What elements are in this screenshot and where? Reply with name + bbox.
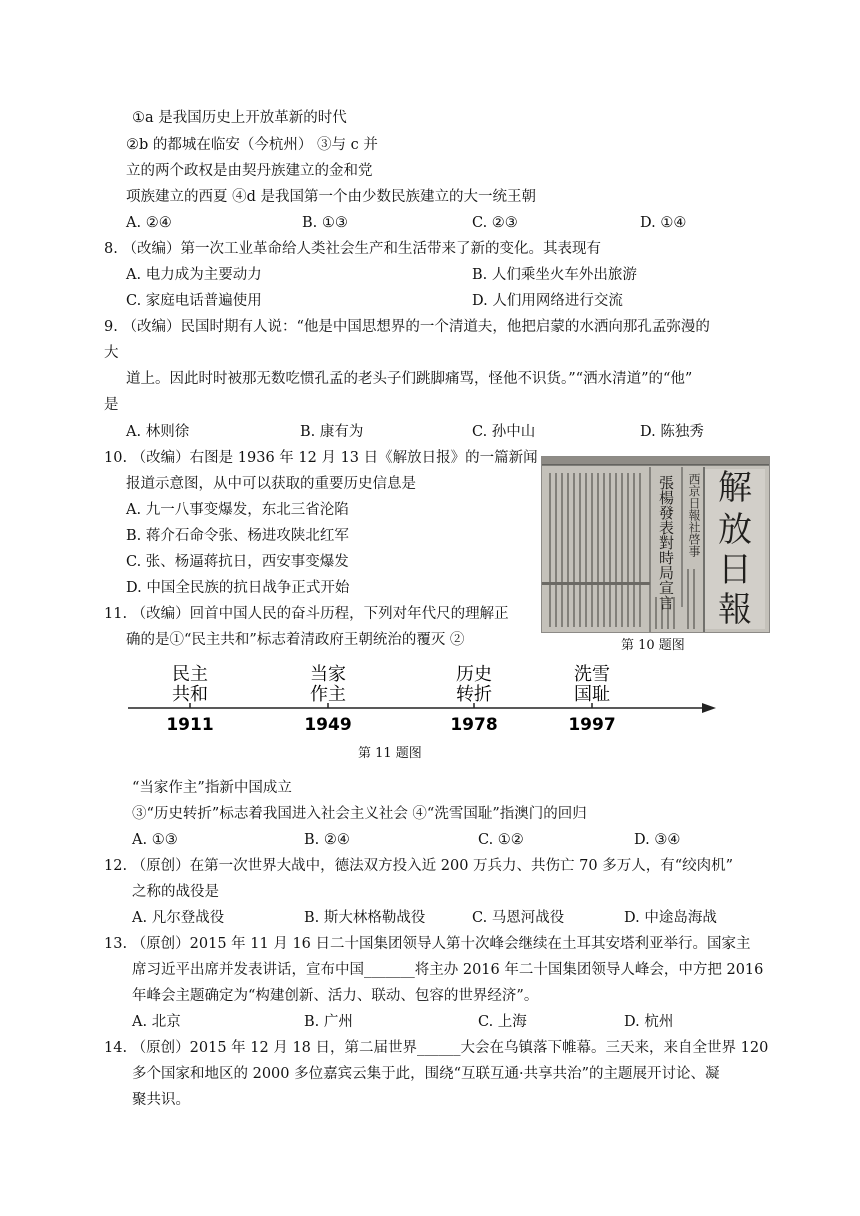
q10-stem-1: 10. （改编）右图是 1936 年 12 月 13 日《解放日报》的一篇新闻 <box>104 450 538 466</box>
q9-stem-3: 道上。因此时时被那无数吃惯孔孟的老头子们跳脚痛骂，怪他不识货。”“洒水清道”的“他” <box>126 371 693 387</box>
q8-option-b: B. 人们乘坐火车外出旅游 <box>472 267 637 283</box>
q11-timeline <box>122 662 722 744</box>
q7-statement-2: ②b 的都城在临安（今杭州） ③与 c 并 <box>126 137 378 153</box>
timeline-label-bottom: 转折 <box>456 684 492 705</box>
q9-option-b: B. 康有为 <box>300 424 364 440</box>
masthead-char-1: 解 <box>718 468 752 508</box>
q11-statement-2-cont: “当家作主”指新中国成立 <box>132 780 292 796</box>
q13-stem-2: 席习近平出席并发表讲话，宣布中国_______将主办 2016 年二十国集团领导人峰会，中方把 2016 <box>132 962 764 978</box>
masthead-char-4: 報 <box>718 590 752 630</box>
q7-option-d: D. ①④ <box>640 215 687 231</box>
q13-option-a: A. 北京 <box>132 1014 181 1030</box>
masthead-char-2: 放 <box>718 510 752 550</box>
timeline-label-bottom: 作主 <box>310 684 346 705</box>
q12-stem-1: 12. （原创）在第一次世界大战中，德法双方投入近 200 万兵力、共伤亡 70 多万人，有“绞肉机” <box>104 858 734 874</box>
q13-option-b: B. 广州 <box>304 1014 353 1030</box>
q10-option-d: D. 中国全民族的抗日战争正式开始 <box>126 580 350 596</box>
timeline-label-top: 历史 <box>456 664 492 685</box>
q13-stem-3: 年峰会主题确定为“构建创新、活力、联动、包容的世界经济”。 <box>132 988 539 1004</box>
q8-options-row1 <box>126 265 766 285</box>
q7-options <box>126 213 766 233</box>
q7-statement-4: 项族建立的西夏 ④d 是我国第一个由少数民族建立的大一统王朝 <box>126 189 536 205</box>
q9-options <box>126 422 766 442</box>
q9-option-a: A. 林则徐 <box>126 424 190 440</box>
timeline-label-top: 民主 <box>172 664 208 685</box>
timeline-year: 1911 <box>166 715 214 735</box>
q10-option-c: C. 张、杨逼蒋抗日，西安事变爆发 <box>126 554 349 570</box>
newspaper-texture <box>542 457 769 632</box>
q12-stem-2: 之称的战役是 <box>132 884 219 900</box>
q14-stem-3: 聚共识。 <box>132 1092 190 1108</box>
newspaper-photo <box>541 456 770 633</box>
q10-stem-2: 报道示意图，从中可以获取的重要历史信息是 <box>126 476 416 492</box>
q10-figure-caption: 第 10 题图 <box>621 638 685 653</box>
q12-option-d: D. 中途岛海战 <box>624 910 717 926</box>
q13-option-d: D. 杭州 <box>624 1014 674 1030</box>
q13-option-c: C. 上海 <box>478 1014 527 1030</box>
q9-stem-4: 是 <box>104 397 119 413</box>
q8-option-a: A. 电力成为主要动力 <box>126 267 262 283</box>
q11-option-b: B. ②④ <box>304 832 350 848</box>
timeline-label-bottom: 国耻 <box>574 684 610 705</box>
q10-option-b: B. 蒋介石命令张、杨进攻陕北红军 <box>126 528 349 544</box>
q9-option-c: C. 孙中山 <box>472 424 536 440</box>
q7-option-b: B. ①③ <box>302 215 348 231</box>
q13-options <box>132 1012 772 1032</box>
q8-option-d: D. 人们用网络进行交流 <box>472 293 623 309</box>
q7-option-a: A. ②④ <box>126 215 172 231</box>
timeline-year: 1997 <box>568 715 616 735</box>
newspaper-headline: 張楊發表對時局宣言 <box>657 475 675 610</box>
q11-statement-3-4: ③“历史转折”标志着我国进入社会主义社会 ④“洗雪国耻”指澳门的回归 <box>132 806 587 822</box>
q8-stem: 8. （改编）第一次工业革命给人类社会生产和生活带来了新的变化。其表现有 <box>104 241 601 257</box>
q11-option-c: C. ①② <box>478 832 524 848</box>
q9-stem-1: 9. （改编）民国时期有人说：“他是中国思想界的一个清道夫，他把启蒙的水洒向那孔孟弥漫的 <box>104 319 710 335</box>
q12-option-c: C. 马恩河战役 <box>472 910 565 926</box>
newspaper-notice: 西京日報社啓事 <box>687 473 701 557</box>
q11-stem-2: 确的是①“民主共和”标志着清政府王朝统治的覆灭 ② <box>126 632 465 648</box>
q7-option-c: C. ②③ <box>472 215 518 231</box>
timeline-label-bottom: 共和 <box>172 684 208 705</box>
q8-option-c: C. 家庭电话普遍使用 <box>126 293 262 309</box>
q13-stem-1: 13. （原创）2015 年 11 月 16 日二十国集团领导人第十次峰会继续在土耳其安塔利亚举行。国家主 <box>104 936 751 952</box>
q12-option-b: B. 斯大林格勒战役 <box>304 910 426 926</box>
q7-statement-3: 立的两个政权是由契丹族建立的金和党 <box>126 163 373 179</box>
timeline-label-top: 洗雪 <box>574 664 610 685</box>
timeline-arrow-icon <box>702 703 716 713</box>
masthead-char-3: 日 <box>718 550 752 590</box>
q14-stem-1: 14. （原创）2015 年 12 月 18 日，第二届世界______大会在乌镇落下帷幕。三天来，来自全世界 120 <box>104 1040 769 1056</box>
q11-option-d: D. ③④ <box>634 832 681 848</box>
q11-option-a: A. ①③ <box>132 832 178 848</box>
q11-stem-1: 11. （改编）回首中国人民的奋斗历程，下列对年代尺的理解正 <box>104 606 509 622</box>
q9-option-d: D. 陈独秀 <box>640 424 704 440</box>
timeline-label-top: 当家 <box>310 664 346 685</box>
q10-option-a: A. 九一八事变爆发，东北三省沦陷 <box>126 502 349 518</box>
q8-options-row2 <box>126 291 766 311</box>
q7-statement-1: ①a 是我国历史上开放革新的时代 <box>132 110 347 126</box>
q12-options <box>132 908 772 928</box>
q12-option-a: A. 凡尔登战役 <box>132 910 225 926</box>
q11-options <box>132 830 772 850</box>
q11-figure-caption: 第 11 题图 <box>358 746 422 761</box>
q14-stem-2: 多个国家和地区的 2000 多位嘉宾云集于此，围绕“互联互通·共享共治”的主题展开讨论、凝 <box>132 1066 720 1082</box>
timeline-year: 1978 <box>450 715 498 735</box>
q9-stem-2: 大 <box>104 345 119 361</box>
timeline-year: 1949 <box>304 715 352 735</box>
